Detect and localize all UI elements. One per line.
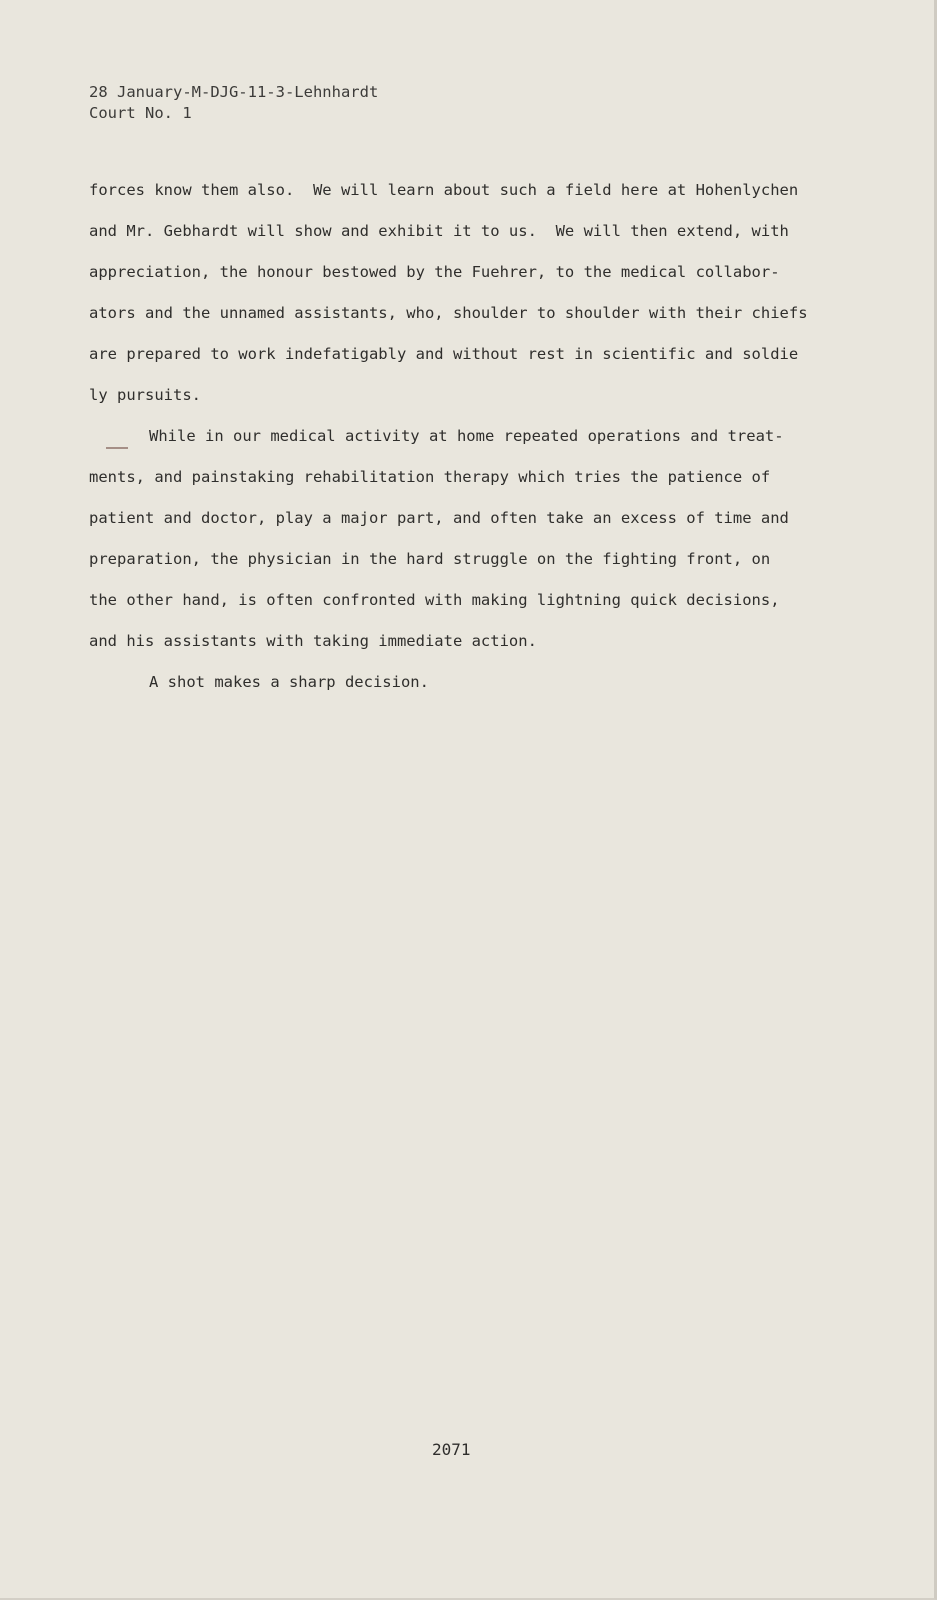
body-line: forces know them also. We will learn about such a field here at Hohenlychen: [89, 181, 799, 199]
document-header: [89, 82, 378, 124]
body-line: patient and doctor, play a major part, and often take an excess of time and: [89, 509, 789, 527]
body-line: While in our medical activity at home repeated operations and treat-: [149, 427, 784, 445]
body-line: the other hand, is often confronted with making lightning quick decisions,: [89, 591, 780, 609]
body-text: [89, 179, 889, 712]
page-number: 2071: [432, 1440, 471, 1459]
body-line: and his assistants with taking immediate action.: [89, 632, 537, 650]
body-line: and Mr. Gebhardt will show and exhibit it to us. We will then extend, with: [89, 222, 789, 240]
body-line: preparation, the physician in the hard struggle on the fighting front, on: [89, 550, 771, 568]
header-docket-line: 28 January-M-DJG-11-3-Lehnhardt: [89, 83, 379, 101]
body-line: ments, and painstaking rehabilitation therapy which tries the patience of: [89, 468, 771, 486]
header-court-line: Court No. 1: [89, 104, 192, 122]
body-line: are prepared to work indefatigably and without rest in scientific and soldie: [89, 345, 799, 363]
body-line: ly pursuits.: [89, 386, 201, 404]
body-line: A shot makes a sharp decision.: [149, 673, 429, 691]
body-line: appreciation, the honour bestowed by the Fuehrer, to the medical collabor-: [89, 263, 780, 281]
body-line: ators and the unnamed assistants, who, shoulder to shoulder with their chiefs: [89, 304, 808, 322]
